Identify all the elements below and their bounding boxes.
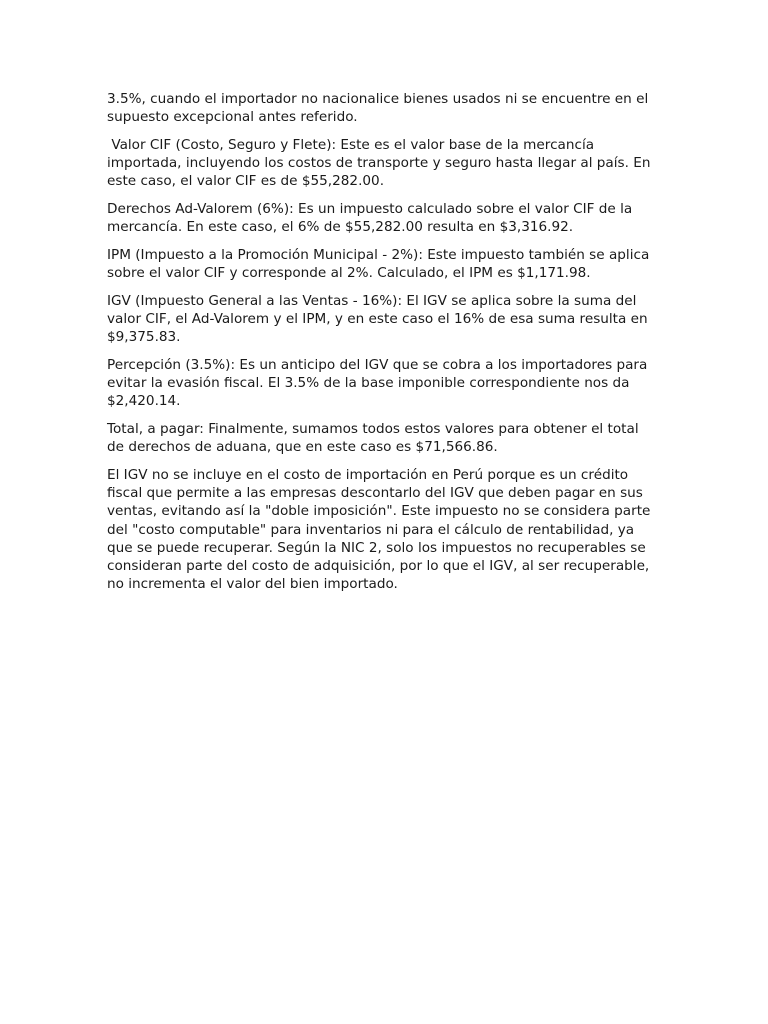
paragraph-previous-continuation: 3.5%, cuando el importador no nacionalice bienes usados ni se encuentre en el supuesto excepcional antes referido. bbox=[107, 91, 653, 126]
document-page bbox=[107, 90, 659, 603]
paragraph-ipm: IPM (Impuesto a la Promoción Municipal - 2%): Este impuesto también se aplica sobre el valor CIF y corresponde al 2%. Calculado, el IPM es $1,171.98. bbox=[107, 246, 654, 282]
paragraph-total-a-pagar: Total, a pagar: Finalmente, sumamos todos estos valores para obtener el total de derechos de aduana, que en este caso es $71,566.86. bbox=[107, 421, 643, 456]
paragraph-percepcion: Percepción (3.5%): Es un anticipo del IGV que se cobra a los importadores para evitar la evasión fiscal. El 3.5% de la base imponible correspondiente nos da $2,420.14. bbox=[107, 356, 652, 410]
paragraph-valor-cif: Valor CIF (Costo, Seguro y Flete): Este es el valor base de la mercancía importada, incluyendo los costos de transporte y seguro hasta llegar al país. En este caso, el valor CIF es de $55,282.00. bbox=[107, 136, 655, 190]
paragraph-igv: IGV (Impuesto General a las Ventas - 16%): El IGV se aplica sobre la suma del valor CIF, el Ad-Valorem y el IPM, y en este caso el 16% de esa suma resulta en $9,375.83. bbox=[107, 292, 652, 346]
paragraph-igv-explanation: El IGV no se incluye en el costo de importación en Perú porque es un crédito fiscal que permite a las empresas descontarlo del IGV que deben pagar en sus ventas, evitando así la "doble imposición". Este impuesto no se considera parte del "costo computable" para inventarios ni para el cálculo de rentabilidad, ya que se puede recuperar. Según la NIC 2, solo los impuestos no recuperables se consideran parte del costo de adquisición, por lo que el IGV, al ser recuperable, no incrementa el valor del bien importado. bbox=[107, 466, 655, 593]
paragraph-derechos-ad-valorem: Derechos Ad-Valorem (6%): Es un impuesto calculado sobre el valor CIF de la mercancía. En este caso, el 6% de $55,282.00 resulta en $3,316.92. bbox=[107, 201, 637, 236]
